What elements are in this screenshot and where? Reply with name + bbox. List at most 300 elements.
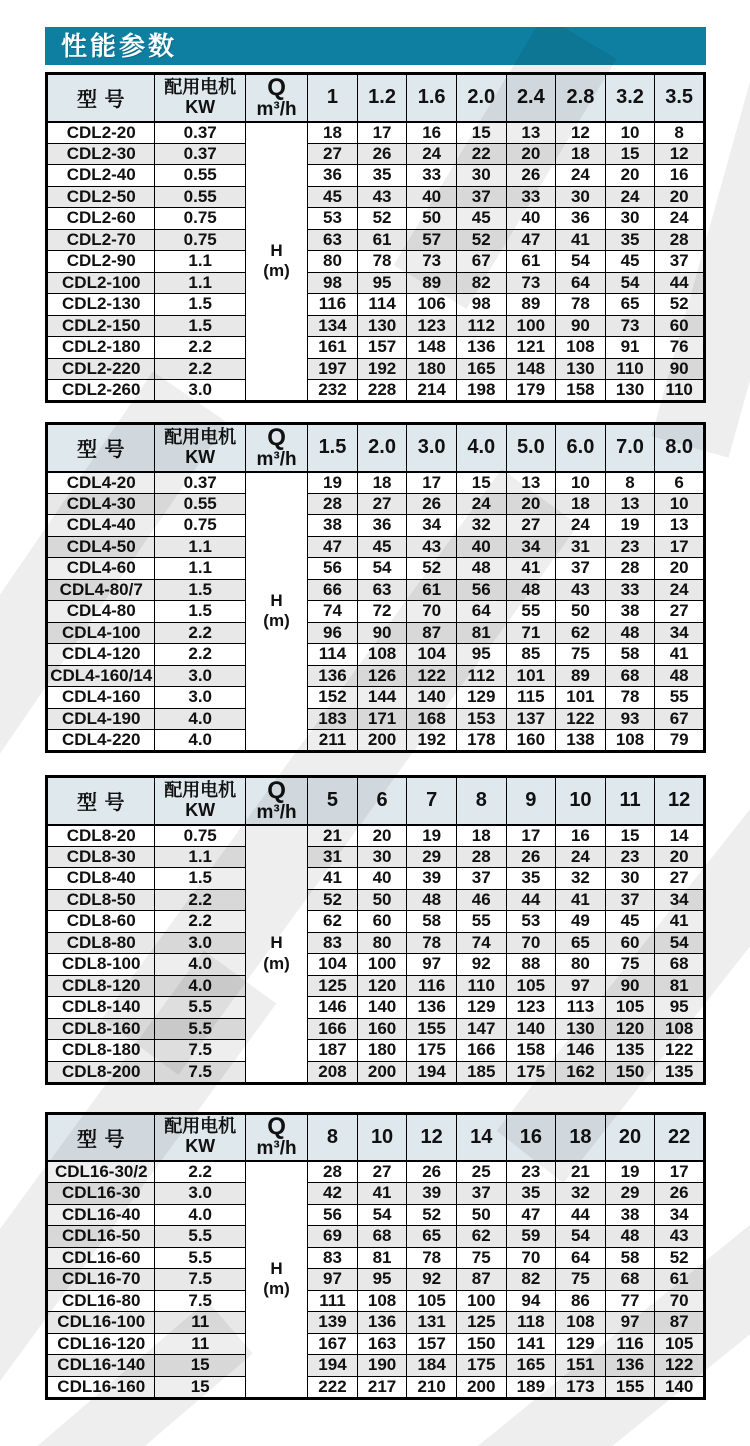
motor-kw-cell: 5.5 xyxy=(155,997,245,1019)
head-value-cell-0: 52 xyxy=(308,889,358,911)
head-value-cell-5: 129 xyxy=(556,1333,606,1355)
spec-table-cdl4 xyxy=(45,422,706,753)
head-value-cell-4: 123 xyxy=(506,997,556,1019)
head-value-cell-7: 48 xyxy=(655,665,705,687)
head-value-cell-7: 37 xyxy=(655,251,705,273)
head-value-cell-1: 108 xyxy=(357,1290,407,1312)
head-value-cell-4: 41 xyxy=(506,558,556,580)
head-value-cell-7: 17 xyxy=(655,1161,705,1183)
head-value-cell-3: 125 xyxy=(456,1312,506,1334)
head-value-cell-5: 21 xyxy=(556,1161,606,1183)
head-value-cell-6: 68 xyxy=(605,665,655,687)
head-value-cell-0: 66 xyxy=(308,579,358,601)
head-value-cell-6: 13 xyxy=(605,493,655,515)
flow-q-column-header: Q m³/h xyxy=(245,1113,307,1161)
table-row-CDL2-220 xyxy=(47,358,705,380)
head-value-cell-5: 24 xyxy=(556,165,606,187)
motor-kw-column-header: 配用电机 KW xyxy=(155,777,245,825)
head-value-cell-5: 10 xyxy=(556,472,606,494)
motor-kw-cell: 15 xyxy=(155,1376,245,1398)
head-value-cell-7: 79 xyxy=(655,730,705,752)
head-value-cell-0: 232 xyxy=(308,380,358,402)
table-row-CDL4-60 xyxy=(47,558,705,580)
head-value-cell-5: 24 xyxy=(556,846,606,868)
motor-kw-column-header: 配用电机 KW xyxy=(155,1113,245,1161)
motor-kw-cell: 7.5 xyxy=(155,1269,245,1291)
table-row-CDL2-180 xyxy=(47,337,705,359)
model-cell: CDL16-100 xyxy=(47,1312,155,1334)
head-value-cell-4: 101 xyxy=(506,665,556,687)
head-value-cell-2: 105 xyxy=(407,1290,457,1312)
head-value-cell-0: 152 xyxy=(308,687,358,709)
head-value-cell-7: 44 xyxy=(655,272,705,294)
head-value-cell-5: 36 xyxy=(556,208,606,230)
head-value-cell-4: 158 xyxy=(506,1040,556,1062)
head-value-cell-1: 30 xyxy=(357,846,407,868)
head-value-cell-0: 27 xyxy=(308,143,358,165)
head-value-cell-3: 82 xyxy=(456,272,506,294)
motor-kw-cell: 4.0 xyxy=(155,730,245,752)
head-value-cell-4: 88 xyxy=(506,954,556,976)
head-value-cell-7: 34 xyxy=(655,1204,705,1226)
model-column-header: 型 号 xyxy=(47,1113,155,1161)
motor-kw-cell: 2.2 xyxy=(155,358,245,380)
flow-value-header-0: 8 xyxy=(308,1113,358,1161)
motor-kw-cell: 0.75 xyxy=(155,515,245,537)
head-value-cell-5: 41 xyxy=(556,229,606,251)
head-value-cell-2: 97 xyxy=(407,954,457,976)
head-value-cell-2: 70 xyxy=(407,601,457,623)
head-value-cell-1: 100 xyxy=(357,954,407,976)
head-value-cell-5: 108 xyxy=(556,337,606,359)
head-value-cell-5: 50 xyxy=(556,601,606,623)
motor-kw-cell: 3.0 xyxy=(155,380,245,402)
head-value-cell-7: 20 xyxy=(655,846,705,868)
head-value-cell-0: 18 xyxy=(308,122,358,144)
table-row-CDL2-100 xyxy=(47,272,705,294)
flow-value-header-1: 2.0 xyxy=(357,424,407,472)
head-value-cell-6: 10 xyxy=(605,122,655,144)
motor-kw-cell: 3.0 xyxy=(155,687,245,709)
model-cell: CDL4-220 xyxy=(47,730,155,752)
head-value-cell-6: 110 xyxy=(605,358,655,380)
head-value-cell-5: 90 xyxy=(556,315,606,337)
head-value-cell-7: 13 xyxy=(655,515,705,537)
head-value-cell-7: 87 xyxy=(655,1312,705,1334)
head-value-cell-6: 38 xyxy=(605,1204,655,1226)
head-value-cell-1: 80 xyxy=(357,932,407,954)
model-cell: CDL2-20 xyxy=(47,122,155,144)
table-row-CDL4-20 xyxy=(47,472,705,494)
head-value-cell-4: 35 xyxy=(506,1183,556,1205)
model-cell: CDL8-80 xyxy=(47,932,155,954)
head-value-cell-0: 53 xyxy=(308,208,358,230)
table-row-CDL16-50 xyxy=(47,1226,705,1248)
head-value-cell-4: 59 xyxy=(506,1226,556,1248)
head-value-cell-2: 16 xyxy=(407,122,457,144)
head-value-cell-7: 122 xyxy=(655,1355,705,1377)
model-column-header: 型 号 xyxy=(47,777,155,825)
head-value-cell-3: 45 xyxy=(456,208,506,230)
head-value-cell-5: 75 xyxy=(556,1269,606,1291)
head-value-cell-2: 175 xyxy=(407,1040,457,1062)
model-cell: CDL8-50 xyxy=(47,889,155,911)
head-value-cell-2: 50 xyxy=(407,208,457,230)
table-row-CDL8-120 xyxy=(47,975,705,997)
flow-value-header-0: 5 xyxy=(308,777,358,825)
head-value-cell-1: 163 xyxy=(357,1333,407,1355)
head-value-cell-0: 194 xyxy=(308,1355,358,1377)
model-cell: CDL2-220 xyxy=(47,358,155,380)
head-value-cell-2: 26 xyxy=(407,1161,457,1183)
head-value-cell-2: 26 xyxy=(407,493,457,515)
head-value-cell-4: 55 xyxy=(506,601,556,623)
model-cell: CDL2-260 xyxy=(47,380,155,402)
head-value-cell-7: 108 xyxy=(655,1018,705,1040)
head-value-cell-6: 73 xyxy=(605,315,655,337)
table-row-CDL8-40 xyxy=(47,868,705,890)
model-cell: CDL8-120 xyxy=(47,975,155,997)
model-cell: CDL8-20 xyxy=(47,825,155,847)
head-value-cell-3: 22 xyxy=(456,143,506,165)
model-cell: CDL16-40 xyxy=(47,1204,155,1226)
head-value-cell-3: 129 xyxy=(456,997,506,1019)
head-value-cell-1: 68 xyxy=(357,1226,407,1248)
table-row-CDL4-220 xyxy=(47,730,705,752)
motor-kw-cell: 11 xyxy=(155,1333,245,1355)
head-value-cell-4: 175 xyxy=(506,1061,556,1083)
head-value-cell-5: 64 xyxy=(556,272,606,294)
head-value-cell-3: 92 xyxy=(456,954,506,976)
head-value-cell-3: 18 xyxy=(456,825,506,847)
head-value-cell-3: 98 xyxy=(456,294,506,316)
flow-value-header-6: 7.0 xyxy=(605,424,655,472)
motor-kw-cell: 3.0 xyxy=(155,665,245,687)
table-row-CDL8-30 xyxy=(47,846,705,868)
head-value-cell-2: 78 xyxy=(407,1247,457,1269)
head-value-cell-7: 16 xyxy=(655,165,705,187)
table-row-CDL16-140 xyxy=(47,1355,705,1377)
motor-kw-cell: 1.1 xyxy=(155,251,245,273)
head-value-cell-2: 73 xyxy=(407,251,457,273)
head-value-cell-0: 146 xyxy=(308,997,358,1019)
head-value-cell-2: 17 xyxy=(407,472,457,494)
head-value-cell-0: 56 xyxy=(308,558,358,580)
head-value-cell-0: 56 xyxy=(308,1204,358,1226)
head-value-cell-2: 34 xyxy=(407,515,457,537)
motor-kw-cell: 2.2 xyxy=(155,337,245,359)
head-value-cell-2: 89 xyxy=(407,272,457,294)
head-value-cell-2: 123 xyxy=(407,315,457,337)
head-value-cell-2: 157 xyxy=(407,1333,457,1355)
model-cell: CDL16-80 xyxy=(47,1290,155,1312)
head-value-cell-1: 72 xyxy=(357,601,407,623)
head-value-cell-6: 48 xyxy=(605,622,655,644)
head-value-cell-6: 155 xyxy=(605,1376,655,1398)
motor-kw-cell: 2.2 xyxy=(155,644,245,666)
head-value-cell-6: 97 xyxy=(605,1312,655,1334)
head-value-cell-2: 122 xyxy=(407,665,457,687)
head-value-cell-6: 48 xyxy=(605,1226,655,1248)
head-value-cell-4: 48 xyxy=(506,579,556,601)
head-value-cell-0: 136 xyxy=(308,665,358,687)
flow-value-header-2: 7 xyxy=(407,777,457,825)
motor-kw-cell: 1.1 xyxy=(155,846,245,868)
motor-kw-cell: 0.37 xyxy=(155,472,245,494)
head-value-cell-2: 24 xyxy=(407,143,457,165)
head-value-cell-1: 95 xyxy=(357,272,407,294)
head-value-cell-6: 45 xyxy=(605,251,655,273)
table-row-CDL2-30 xyxy=(47,143,705,165)
head-value-cell-0: 197 xyxy=(308,358,358,380)
head-value-cell-6: 30 xyxy=(605,208,655,230)
head-value-cell-3: 87 xyxy=(456,1269,506,1291)
table-row-CDL8-20 xyxy=(47,825,705,847)
table-row-CDL2-70 xyxy=(47,229,705,251)
head-value-cell-2: 214 xyxy=(407,380,457,402)
motor-kw-cell: 1.5 xyxy=(155,294,245,316)
model-cell: CDL2-60 xyxy=(47,208,155,230)
head-value-cell-3: 50 xyxy=(456,1204,506,1226)
head-value-cell-1: 45 xyxy=(357,536,407,558)
model-cell: CDL4-160/14 xyxy=(47,665,155,687)
head-value-cell-5: 113 xyxy=(556,997,606,1019)
head-value-cell-2: 210 xyxy=(407,1376,457,1398)
head-value-cell-3: 147 xyxy=(456,1018,506,1040)
table-row-CDL16-120 xyxy=(47,1333,705,1355)
head-value-cell-2: 140 xyxy=(407,687,457,709)
head-value-cell-5: 49 xyxy=(556,911,606,933)
head-value-cell-3: 74 xyxy=(456,932,506,954)
head-value-cell-6: 54 xyxy=(605,272,655,294)
model-cell: CDL16-30 xyxy=(47,1183,155,1205)
flow-value-header-5: 10 xyxy=(556,777,606,825)
spec-table-cdl16 xyxy=(45,1112,706,1400)
head-value-cell-1: 52 xyxy=(357,208,407,230)
motor-kw-cell: 0.55 xyxy=(155,493,245,515)
head-value-cell-4: 118 xyxy=(506,1312,556,1334)
model-cell: CDL8-60 xyxy=(47,911,155,933)
table-row-CDL2-20 xyxy=(47,122,705,144)
head-value-cell-5: 54 xyxy=(556,1226,606,1248)
head-value-cell-5: 146 xyxy=(556,1040,606,1062)
head-value-cell-4: 70 xyxy=(506,1247,556,1269)
motor-kw-cell: 11 xyxy=(155,1312,245,1334)
head-value-cell-3: 37 xyxy=(456,868,506,890)
model-cell: CDL8-160 xyxy=(47,1018,155,1040)
head-value-cell-3: 75 xyxy=(456,1247,506,1269)
head-value-cell-3: 37 xyxy=(456,186,506,208)
head-value-cell-3: 81 xyxy=(456,622,506,644)
head-value-cell-1: 180 xyxy=(357,1040,407,1062)
head-meters-merged-cell: H (m) xyxy=(245,472,307,752)
model-cell: CDL4-20 xyxy=(47,472,155,494)
motor-kw-cell: 3.0 xyxy=(155,932,245,954)
motor-kw-cell: 0.37 xyxy=(155,122,245,144)
head-value-cell-1: 20 xyxy=(357,825,407,847)
motor-kw-cell: 4.0 xyxy=(155,708,245,730)
head-value-cell-3: 30 xyxy=(456,165,506,187)
table-row-CDL4-120 xyxy=(47,644,705,666)
motor-kw-cell: 7.5 xyxy=(155,1061,245,1083)
head-value-cell-6: 29 xyxy=(605,1183,655,1205)
head-value-cell-2: 192 xyxy=(407,730,457,752)
head-value-cell-6: 77 xyxy=(605,1290,655,1312)
head-value-cell-0: 222 xyxy=(308,1376,358,1398)
head-value-cell-3: 166 xyxy=(456,1040,506,1062)
table-row-CDL4-160/14 xyxy=(47,665,705,687)
head-value-cell-3: 48 xyxy=(456,558,506,580)
head-value-cell-1: 26 xyxy=(357,143,407,165)
head-value-cell-4: 141 xyxy=(506,1333,556,1355)
head-value-cell-0: 167 xyxy=(308,1333,358,1355)
head-value-cell-7: 52 xyxy=(655,1247,705,1269)
head-value-cell-5: 151 xyxy=(556,1355,606,1377)
head-value-cell-7: 12 xyxy=(655,143,705,165)
model-column-header: 型 号 xyxy=(47,424,155,472)
head-value-cell-4: 140 xyxy=(506,1018,556,1040)
model-cell: CDL4-160 xyxy=(47,687,155,709)
table-row-CDL2-90 xyxy=(47,251,705,273)
table-row-CDL16-80 xyxy=(47,1290,705,1312)
model-column-header: 型 号 xyxy=(47,74,155,122)
head-value-cell-2: 48 xyxy=(407,889,457,911)
head-value-cell-1: 27 xyxy=(357,493,407,515)
head-value-cell-6: 28 xyxy=(605,558,655,580)
head-value-cell-3: 178 xyxy=(456,730,506,752)
head-value-cell-7: 24 xyxy=(655,579,705,601)
head-value-cell-4: 85 xyxy=(506,644,556,666)
table-row-CDL2-60 xyxy=(47,208,705,230)
head-value-cell-6: 136 xyxy=(605,1355,655,1377)
head-value-cell-4: 23 xyxy=(506,1161,556,1183)
flow-value-header-5: 6.0 xyxy=(556,424,606,472)
head-value-cell-5: 158 xyxy=(556,380,606,402)
head-value-cell-4: 47 xyxy=(506,1204,556,1226)
head-value-cell-6: 35 xyxy=(605,229,655,251)
head-value-cell-4: 121 xyxy=(506,337,556,359)
head-value-cell-4: 13 xyxy=(506,472,556,494)
head-value-cell-3: 110 xyxy=(456,975,506,997)
head-value-cell-0: 21 xyxy=(308,825,358,847)
head-value-cell-4: 115 xyxy=(506,687,556,709)
head-value-cell-7: 76 xyxy=(655,337,705,359)
head-value-cell-0: 183 xyxy=(308,708,358,730)
head-value-cell-5: 32 xyxy=(556,1183,606,1205)
head-value-cell-6: 20 xyxy=(605,165,655,187)
head-value-cell-7: 67 xyxy=(655,708,705,730)
table-row-CDL4-80 xyxy=(47,601,705,623)
head-value-cell-4: 53 xyxy=(506,911,556,933)
head-value-cell-1: 50 xyxy=(357,889,407,911)
head-meters-merged-cell: H (m) xyxy=(245,825,307,1084)
head-value-cell-2: 116 xyxy=(407,975,457,997)
flow-value-header-6: 3.2 xyxy=(605,74,655,122)
head-value-cell-4: 189 xyxy=(506,1376,556,1398)
head-value-cell-2: 148 xyxy=(407,337,457,359)
head-value-cell-0: 42 xyxy=(308,1183,358,1205)
model-cell: CDL2-180 xyxy=(47,337,155,359)
page-title: 性能参数 xyxy=(61,31,178,61)
head-value-cell-7: 70 xyxy=(655,1290,705,1312)
head-value-cell-2: 168 xyxy=(407,708,457,730)
head-value-cell-4: 40 xyxy=(506,208,556,230)
head-value-cell-7: 95 xyxy=(655,997,705,1019)
head-value-cell-3: 136 xyxy=(456,337,506,359)
head-value-cell-0: 96 xyxy=(308,622,358,644)
model-cell: CDL16-60 xyxy=(47,1247,155,1269)
head-value-cell-7: 110 xyxy=(655,380,705,402)
flow-value-header-7: 12 xyxy=(655,777,705,825)
head-value-cell-7: 105 xyxy=(655,1333,705,1355)
head-meters-merged-cell: H (m) xyxy=(245,122,307,402)
head-value-cell-5: 80 xyxy=(556,954,606,976)
head-value-cell-2: 155 xyxy=(407,1018,457,1040)
head-value-cell-4: 13 xyxy=(506,122,556,144)
head-value-cell-6: 23 xyxy=(605,536,655,558)
head-value-cell-5: 18 xyxy=(556,493,606,515)
head-value-cell-1: 54 xyxy=(357,1204,407,1226)
head-value-cell-2: 40 xyxy=(407,186,457,208)
head-value-cell-7: 34 xyxy=(655,622,705,644)
head-value-cell-7: 54 xyxy=(655,932,705,954)
head-value-cell-1: 54 xyxy=(357,558,407,580)
head-value-cell-3: 56 xyxy=(456,579,506,601)
model-cell: CDL16-30/2 xyxy=(47,1161,155,1183)
head-value-cell-0: 28 xyxy=(308,493,358,515)
head-value-cell-1: 190 xyxy=(357,1355,407,1377)
head-value-cell-3: 52 xyxy=(456,229,506,251)
head-value-cell-6: 33 xyxy=(605,579,655,601)
table-row-CDL4-100 xyxy=(47,622,705,644)
head-value-cell-4: 17 xyxy=(506,825,556,847)
head-value-cell-2: 106 xyxy=(407,294,457,316)
table-row-CDL8-50 xyxy=(47,889,705,911)
head-value-cell-3: 165 xyxy=(456,358,506,380)
head-value-cell-1: 18 xyxy=(357,472,407,494)
flow-q-column-header: Q m³/h xyxy=(245,777,307,825)
head-value-cell-5: 37 xyxy=(556,558,606,580)
head-value-cell-1: 36 xyxy=(357,515,407,537)
head-value-cell-2: 19 xyxy=(407,825,457,847)
head-value-cell-7: 61 xyxy=(655,1269,705,1291)
head-value-cell-6: 58 xyxy=(605,644,655,666)
head-value-cell-0: 38 xyxy=(308,515,358,537)
flow-q-column-header: Q m³/h xyxy=(245,74,307,122)
head-value-cell-2: 33 xyxy=(407,165,457,187)
head-value-cell-3: 64 xyxy=(456,601,506,623)
model-cell: CDL8-140 xyxy=(47,997,155,1019)
head-value-cell-0: 74 xyxy=(308,601,358,623)
head-value-cell-4: 47 xyxy=(506,229,556,251)
head-value-cell-2: 61 xyxy=(407,579,457,601)
head-value-cell-0: 45 xyxy=(308,186,358,208)
head-value-cell-5: 31 xyxy=(556,536,606,558)
head-value-cell-0: 36 xyxy=(308,165,358,187)
table-row-CDL8-60 xyxy=(47,911,705,933)
head-value-cell-0: 83 xyxy=(308,1247,358,1269)
head-value-cell-0: 41 xyxy=(308,868,358,890)
head-value-cell-5: 18 xyxy=(556,143,606,165)
head-value-cell-5: 54 xyxy=(556,251,606,273)
motor-kw-cell: 0.55 xyxy=(155,165,245,187)
flow-value-header-6: 11 xyxy=(605,777,655,825)
head-value-cell-0: 83 xyxy=(308,932,358,954)
head-value-cell-5: 101 xyxy=(556,687,606,709)
head-value-cell-0: 97 xyxy=(308,1269,358,1291)
head-value-cell-6: 130 xyxy=(605,380,655,402)
head-value-cell-3: 37 xyxy=(456,1183,506,1205)
